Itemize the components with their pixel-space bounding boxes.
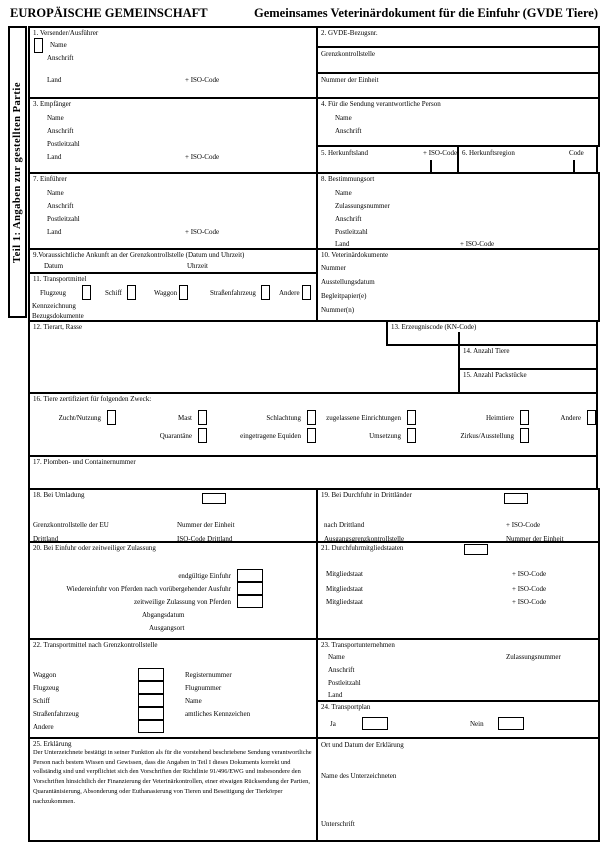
signature-label: Unterschrift: [321, 820, 355, 828]
box-signature: [316, 737, 600, 842]
box-22-transport-after-bip: [28, 638, 318, 739]
consignee-name-label: Name: [47, 114, 64, 122]
bip-label: Grenzkontrollstelle: [321, 50, 376, 58]
route-plan-yes-label: Ja: [330, 720, 336, 728]
flight-number-label: Flugnummer: [185, 684, 222, 692]
consignor-name-label: Name: [50, 41, 67, 49]
vetdoc-number-label: Nummer: [321, 264, 346, 272]
box-2-divider-2: [318, 72, 598, 74]
box-11-means-of-transport: [28, 272, 318, 322]
transporter-postcode-label: Postleitzahl: [328, 679, 361, 687]
destination-postcode-label: Postleitzahl: [335, 228, 368, 236]
box-8-place-of-destination: [316, 172, 600, 250]
box-17-seal-container-number: [28, 455, 598, 490]
box-8-title: 8. Bestimmungsort: [321, 175, 375, 183]
box-13-commodity-code: [386, 320, 598, 346]
box-1-title: 1. Versender/Ausführer: [33, 29, 99, 37]
transporter-name-label: Name: [328, 653, 345, 661]
after-other-label: Andere: [33, 723, 54, 731]
consignor-address-label: Anschrift: [47, 54, 74, 62]
transit-member-states-checkbox[interactable]: [464, 544, 488, 555]
box-4-responsible-person: [316, 97, 600, 147]
consignor-checkbox[interactable]: [34, 38, 43, 53]
box-17-title: 17. Plomben- und Containernummer: [33, 458, 136, 466]
box-6-region-of-origin: [457, 145, 598, 174]
vetdoc-issue-date-label: Ausstellungsdatum: [321, 278, 375, 286]
origin-iso-label: + ISO-Code: [423, 149, 458, 157]
box-12-title: 12. Tierart, Rasse: [33, 323, 82, 331]
horse-temporary-checkbox[interactable]: [237, 595, 263, 608]
box-7-importer: [28, 172, 318, 250]
destination-name-label: Name: [335, 189, 352, 197]
transit-unit-label: Nummer der Einheit: [506, 535, 564, 543]
importer-postcode-label: Postleitzahl: [47, 215, 80, 223]
transit-checkbox[interactable]: [504, 493, 528, 504]
box-16-title: 16. Tiere zertifiziert für folgenden Zweck:: [33, 395, 152, 403]
box-19-transit-third-countries: [316, 488, 600, 543]
origin-code-label: Code: [569, 149, 584, 157]
ship-name-label: Name: [185, 697, 202, 705]
horse-reentry-checkbox[interactable]: [237, 582, 263, 595]
transport-ship-label: Schiff: [105, 289, 122, 297]
destination-iso-label: + ISO-Code: [460, 240, 495, 248]
box-13-title: 13. Erzeugniscode (KN-Code): [391, 323, 477, 331]
transporter-address-label: Anschrift: [328, 666, 355, 674]
registered-equidae-label: eingetragene Equiden: [240, 432, 301, 440]
destination-address-label: Anschrift: [335, 215, 362, 223]
transport-wagon-label: Waggon: [154, 289, 178, 297]
after-road-checkbox[interactable]: [138, 707, 164, 720]
after-aeroplane-label: Flugzeug: [33, 684, 60, 692]
box-14-number-of-animals: [458, 344, 598, 370]
part1-sidebar-label: Teil 1: Angaben zur gestellten Partie: [12, 81, 23, 263]
part1-sidebar: [8, 26, 27, 318]
transport-aeroplane-label: Flugzeug: [40, 289, 67, 297]
member-state-1-label: Mitgliedstaat: [326, 570, 363, 578]
horse-reentry-label: Wiedereinfuhr von Pferden nach vorübergehender Ausfuhr: [66, 585, 231, 593]
aeroplane-checkbox[interactable]: [82, 285, 91, 300]
circus-label: Zirkus/Ausstellung: [460, 432, 514, 440]
box-18-transhipment: [28, 488, 318, 543]
document-title: Gemeinsames Veterinärdokument für die Einfuhr (GVDE Tiere): [254, 6, 598, 20]
after-aeroplane-checkbox[interactable]: [138, 681, 164, 694]
box-6-title: 6. Herkunftsregion: [462, 149, 515, 157]
transporter-country-label: Land: [328, 691, 343, 699]
breeding-label: Zucht/Nutzung: [58, 414, 101, 422]
transport-other-label: Andere: [279, 289, 300, 297]
consignee-country-label: Land: [47, 153, 62, 161]
road-vehicle-checkbox[interactable]: [261, 285, 270, 300]
route-plan-no-checkbox[interactable]: [498, 717, 524, 730]
responsible-name-label: Name: [335, 114, 352, 122]
identification-label: Kennzeichnung: [32, 302, 76, 310]
box-4-title: 4. Für die Sendung verantwortliche Person: [321, 100, 441, 108]
importer-address-label: Anschrift: [47, 202, 74, 210]
box-22-title: 22. Transportmittel nach Grenzkontrollstelle: [33, 641, 158, 649]
box-25-title: 25. Erklärung: [33, 740, 72, 748]
box-19-title: 19. Bei Durchfuhr in Drittländer: [321, 491, 412, 499]
quarantine-label: Quarantäne: [159, 432, 192, 440]
circus-checkbox[interactable]: [520, 428, 529, 443]
after-road-label: Straßenfahrzeug: [33, 710, 79, 718]
transport-road-label: Straßenfahrzeug: [210, 289, 256, 297]
consignee-postcode-label: Postleitzahl: [47, 140, 80, 148]
member-state-1-iso-label: + ISO-Code: [512, 570, 547, 578]
box-23-transporter: [316, 638, 600, 702]
consignor-country-label: Land: [47, 76, 62, 84]
box-2-title: 2. GVDE-Bezugsnr.: [321, 29, 378, 37]
arrival-time-label: Uhrzeit: [187, 262, 208, 270]
destination-country-label: Land: [335, 240, 350, 248]
definitive-import-label: endgültige Einfuhr: [178, 572, 231, 580]
box-15-title: 15. Anzahl Packstücke: [463, 371, 527, 379]
purpose-other-label: Andere: [560, 414, 581, 422]
box-6-divider: [573, 160, 575, 172]
box-5-title: 5. Herkunftsland: [321, 149, 369, 157]
purpose-other-checkbox[interactable]: [587, 410, 596, 425]
box-2-gvde-reference: [316, 26, 600, 99]
box-15-number-of-packages: [458, 368, 598, 394]
responsible-address-label: Anschrift: [335, 127, 362, 135]
box-14-title: 14. Anzahl Tiere: [463, 347, 510, 355]
transhipment-iso-label: ISO-Code Drittland: [177, 535, 233, 543]
after-ship-label: Schiff: [33, 697, 50, 705]
box-3-consignee: [28, 97, 318, 174]
importer-iso-label: + ISO-Code: [185, 228, 220, 236]
transhipment-third-country-label: Drittland: [33, 535, 59, 543]
ship-checkbox[interactable]: [127, 285, 136, 300]
member-state-2-iso-label: + ISO-Code: [512, 585, 547, 593]
transhipment-checkbox[interactable]: [202, 493, 226, 504]
box-25-declaration: [28, 737, 318, 842]
community-heading: EUROPÄISCHE GEMEINSCHAFT: [10, 6, 208, 20]
consignee-iso-label: + ISO-Code: [185, 153, 220, 161]
approved-bodies-label: zugelassene Einrichtungen: [326, 414, 401, 422]
place-date-label: Ort und Datum der Erklärung: [321, 741, 404, 749]
departure-date-label: Abgangsdatum: [142, 611, 185, 619]
member-state-3-label: Mitgliedstaat: [326, 598, 363, 606]
box-2-divider-1: [318, 46, 598, 48]
box-7-title: 7. Einführer: [33, 175, 67, 183]
wagon-checkbox[interactable]: [179, 285, 188, 300]
definitive-import-checkbox[interactable]: [237, 569, 263, 582]
box-16-certified-purpose: [28, 392, 598, 457]
box-10-title: 10. Veterinärdokumente: [321, 251, 389, 259]
box-9-estimated-arrival: [28, 248, 318, 274]
vetdoc-accompanying-label: Begleitpapier(e): [321, 292, 367, 300]
transit-third-country-label: nach Drittland: [324, 521, 365, 529]
destination-approval-label: Zulassungsnummer: [335, 202, 390, 210]
box-20-title: 20. Bei Einfuhr oder zeitweiliger Zulassung: [33, 544, 156, 552]
fattening-label: Mast: [178, 414, 192, 422]
registration-plate-label: amtliches Kennzeichen: [185, 710, 251, 718]
member-state-3-iso-label: + ISO-Code: [512, 598, 547, 606]
box-24-title: 24. Transportplan: [321, 703, 371, 711]
other-transport-checkbox[interactable]: [302, 285, 311, 300]
transhipment-bip-label: Grenzkontrollstelle der EU: [33, 521, 109, 529]
transhipment-unit-label: Nummer der Einheit: [177, 521, 235, 529]
horse-temporary-label: zeitweilige Zulassung von Pferden: [133, 598, 231, 606]
box-5-divider: [430, 160, 432, 172]
box-11-title: 11. Transportmittel: [33, 275, 87, 283]
box-24-route-plan: [316, 700, 600, 739]
relaying-label: Umsetzung: [369, 432, 401, 440]
box-10-veterinary-documents: [316, 248, 600, 322]
exit-point-label: Ausgangsort: [149, 624, 185, 632]
after-wagon-checkbox[interactable]: [138, 668, 164, 681]
vetdoc-numbers-label: Nummer(n): [321, 306, 355, 314]
reference-documents-label: Bezugsdokumente: [32, 312, 84, 320]
box-9-title: 9.Voraussichtliche Ankunft an der Grenzkontrollstelle (Datum und Uhrzeit): [33, 251, 245, 259]
arrival-date-label: Datum: [44, 262, 64, 270]
after-other-checkbox[interactable]: [138, 720, 164, 733]
route-plan-no-label: Nein: [470, 720, 484, 728]
route-plan-yes-checkbox[interactable]: [362, 717, 388, 730]
box-5-country-of-origin: [316, 145, 459, 174]
consignor-iso-label: + ISO-Code: [185, 76, 220, 84]
after-wagon-label: Waggon: [33, 671, 57, 679]
slaughter-label: Schlachtung: [266, 414, 301, 422]
unit-number-label: Nummer der Einheit: [321, 76, 379, 84]
box-3-title: 3. Empfänger: [33, 100, 72, 108]
register-number-label: Registernummer: [185, 671, 232, 679]
importer-name-label: Name: [47, 189, 64, 197]
transporter-approval-label: Zulassungsnummer: [506, 653, 561, 661]
box-21-title: 21. Durchfuhrmitgliedstaaten: [321, 544, 404, 552]
consignee-address-label: Anschrift: [47, 127, 74, 135]
box-1-consignor: [28, 26, 318, 99]
box-18-title: 18. Bei Umladung: [33, 491, 85, 499]
declaration-text: Der Unterzeichnete bestätigt in seiner Funktion als für die vorstehend beschriebene Sendung verantwortliche Person nach bestem Wissen und Gewissen, dass die Angaben in Teil I dieses Dokuments korrekt und vollständig sind und verpflichtet sich den Vorschriften der Richtlinie 91/496/EWG und insbesondere den Vorschriften hinsichtlich der Finanzierung der Veterinärkontrollen, einer etwaigen Rücksendung der Partien, Quarantänisierung, Absonderung oder Euthanasierung von Tieren und Beseitigung der Tierkörper nachzukommen.: [33, 749, 312, 805]
box-13-divider: [458, 332, 460, 344]
box-20-import-admission: [28, 541, 318, 640]
importer-country-label: Land: [47, 228, 62, 236]
box-21-transit-member-states: [316, 541, 600, 640]
transit-exit-bip-label: Ausgangsgrenzkontrollstelle: [324, 535, 405, 543]
pets-label: Heimtiere: [486, 414, 514, 422]
signatory-name-label: Name des Unterzeichneten: [321, 772, 397, 780]
box-23-title: 23. Transportunternehmen: [321, 641, 395, 649]
transit-iso-label: + ISO-Code: [506, 521, 541, 529]
after-ship-checkbox[interactable]: [138, 694, 164, 707]
member-state-2-label: Mitgliedstaat: [326, 585, 363, 593]
